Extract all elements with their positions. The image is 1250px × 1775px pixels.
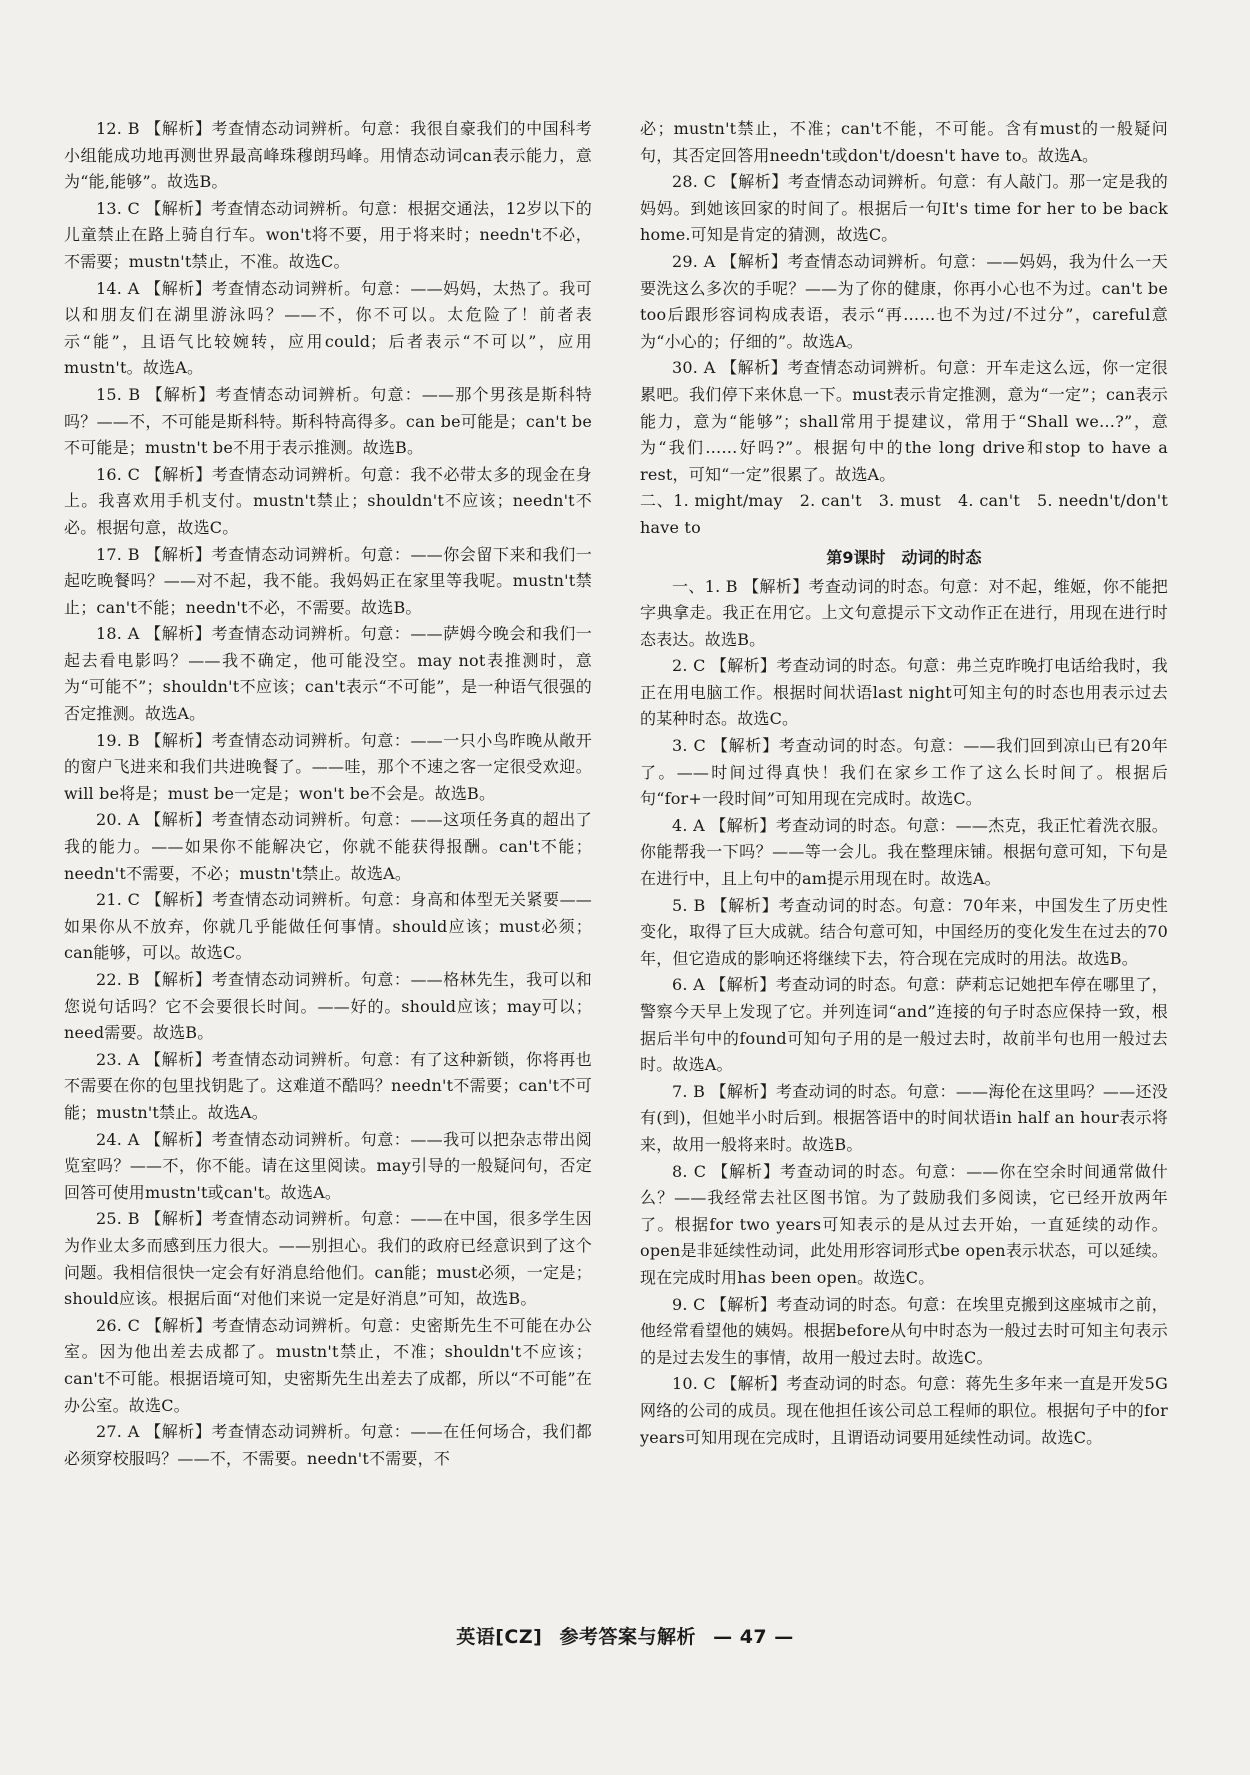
answer-paragraph: 17. B 【解析】考查情态动词辨析。句意：——你会留下来和我们一起吃晚餐吗？——对不起，我不能。我妈妈正在家里等我呢。mustn't禁止；can't不能；needn't不必，不需要。故选B。: [64, 544, 592, 617]
answer-paragraph: 30. A 【解析】考查情态动词辨析。句意：开车走这么远，你一定很累吧。我们停下来休息一下。must表示肯定推测，意为“一定”；can表示能力，意为“能够”；shall常用于提建议，常用于“Shall we…?”，意为“我们……好吗?”。根据句中的the long drive和stop to have a rest，可知“一定”很累了。故选A。: [640, 358, 1168, 484]
answer-paragraph: 20. A 【解析】考查情态动词辨析。句意：——这项任务真的超出了我的能力。——如果你不能解决它，你就不能获得报酬。can't不能；needn't不需要，不必；mustn't禁止。故选A。: [64, 810, 592, 883]
answer-paragraph: 13. C 【解析】考查情态动词辨析。句意：根据交通法，12岁以下的儿童禁止在路上骑自行车。won't将不要，用于将来时；needn't不必，不需要；mustn't禁止，不准。故选C。: [64, 198, 592, 271]
answer-paragraph: 6. A 【解析】考查动词的时态。句意：萨莉忘记她把车停在哪里了，警察今天早上发现了它。并列连词“and”连接的句子时态应保持一致，根据后半句中的found可知句子用的是一般过去时，故前半句也用一般过去时。故选A。: [640, 975, 1168, 1075]
answer-paragraph: 二、1. might/may 2. can't 3. must 4. can't 5. needn't/don't have to: [640, 491, 1168, 537]
answer-paragraph: 15. B 【解析】考查情态动词辨析。句意：——那个男孩是斯科特吗？——不，不可能是斯科特。斯科特高得多。can be可能是；can't be不可能是；mustn't be不用于表示推测。故选B。: [64, 384, 592, 458]
answer-paragraph: 28. C 【解析】考查情态动词辨析。句意：有人敲门。那一定是我的妈妈。到她该回家的时间了。根据后一句It's time for her to be back home.可知是肯定的猜测，故选C。: [640, 172, 1168, 245]
answer-paragraph: 5. B 【解析】考查动词的时态。句意：70年来，中国发生了历史性变化，取得了巨大成就。结合句意可知，中国经历的变化发生在过去的70年，但它造成的影响还将继续下去，符合现在完成时的用法。故选B。: [640, 895, 1168, 968]
answer-paragraph: 12. B 【解析】考查情态动词辨析。句意：我很自豪我们的中国科考小组能成功地再测世界最高峰珠穆朗玛峰。用情态动词can表示能力，意为“能,能够”。故选B。: [64, 119, 592, 192]
answer-paragraph: 24. A 【解析】考查情态动词辨析。句意：——我可以把杂志带出阅览室吗？——不，你不能。请在这里阅读。may引导的一般疑问句，否定回答可使用mustn't或can't。故选A。: [64, 1129, 592, 1202]
answer-paragraph: 一、1. B 【解析】考查动词的时态。句意：对不起，维姬，你不能把字典拿走。我正在用它。上文句意提示下文动作正在进行，用现在进行时态表达。故选B。: [640, 576, 1168, 649]
answer-paragraph: 25. B 【解析】考查情态动词辨析。句意：——在中国，很多学生因为作业太多而感到压力很大。——别担心。我们的政府已经意识到了这个问题。我相信很快一定会有好消息给他们。can能；must必须，一定是；should应该。根据后面“对他们来说一定是好消息”可知，故选B。: [64, 1209, 592, 1309]
answer-paragraph: 3. C 【解析】考查动词的时态。句意：——我们回到凉山已有20年了。——时间过得真快！我们在家乡工作了这么长时间了。根据后句“for+一段时间”可知用现在完成时。故选C。: [640, 736, 1168, 809]
footer-subject: 英语[CZ]: [456, 1626, 543, 1648]
section-heading: 第9课时 动词的时态: [826, 547, 982, 567]
footer-page-number: — 47 —: [713, 1626, 794, 1648]
answer-paragraph: 21. C 【解析】考查情态动词辨析。句意：身高和体型无关紧要——如果你从不放弃，你就几乎能做任何事情。should应该；must必须；can能够，可以。故选C。: [64, 890, 592, 963]
answer-paragraph: 22. B 【解析】考查情态动词辨析。句意：——格林先生，我可以和您说句话吗？它不会要很长时间。——好的。should应该；may可以；need需要。故选B。: [64, 970, 592, 1043]
answer-paragraph: 26. C 【解析】考查情态动词辨析。句意：史密斯先生不可能在办公室。因为他出差去成都了。mustn't禁止，不准；shouldn't不应该；can't不可能。根据语境可知，史密斯先生出差去了成都，所以“不可能”在办公室。故选C。: [64, 1315, 592, 1415]
answer-paragraph: 23. A 【解析】考查情态动词辨析。句意：有了这种新锁，你将再也不需要在你的包里找钥匙了。这难道不酷吗？needn't不需要；can't不可能；mustn't禁止。故选A。: [64, 1049, 592, 1122]
answer-paragraph: 18. A 【解析】考查情态动词辨析。句意：——萨姆今晚会和我们一起去看电影吗？——我不确定，他可能没空。may not表推测时，意为“可能不”；shouldn't不应该；can't表示“不可能”，是一种语气很强的否定推测。故选A。: [64, 624, 592, 724]
answer-paragraph: 2. C 【解析】考查动词的时态。句意：弗兰克昨晚打电话给我时，我正在用电脑工作。根据时间状语last night可知主句的时态也用表示过去的某种时态。故选C。: [640, 656, 1168, 729]
answer-paragraph: 29. A 【解析】考查情态动词辨析。句意：——妈妈，我为什么一天要洗这么多次的手呢？——为了你的健康，你再小心也不为过。can't be too后跟形容词构成表语，表示“再……也不为过/不过分”，careful意为“小心的；仔细的”。故选A。: [640, 251, 1168, 351]
answer-paragraph: 4. A 【解析】考查动词的时态。句意：——杰克，我正忙着洗衣服。你能帮我一下吗？——等一会儿。我在整理床铺。根据句意可知，下句是在进行中，且上句中的am提示用现在时。故选A。: [640, 815, 1168, 889]
answer-paragraph: 19. B 【解析】考查情态动词辨析。句意：——一只小鸟昨晚从敞开的窗户飞进来和我们共进晚餐了。——哇，那个不速之客一定很受欢迎。will be将是；must be一定是；won't be不会是。故选B。: [64, 730, 592, 803]
footer-title: 参考答案与解析: [559, 1626, 696, 1648]
answer-paragraph: 9. C 【解析】考查动词的时态。句意：在埃里克搬到这座城市之前，他经常看望他的姨妈。根据before从句中时态为一般过去时可知主句表示的是过去发生的事情，故用一般过去时。故选C。: [640, 1294, 1168, 1367]
answer-paragraph: 必；mustn't禁止，不准；can't不能，不可能。含有must的一般疑问句，其否定回答用needn't或don't/doesn't have to。故选A。: [640, 119, 1168, 165]
page-footer: [0, 1622, 1250, 1649]
answer-paragraph: 7. B 【解析】考查动词的时态。句意：——海伦在这里吗？——还没有(到)，但她半小时后到。根据答语中的时间状语in half an hour表示将来，故用一般将来时。故选B。: [640, 1081, 1168, 1154]
answer-paragraph: 14. A 【解析】考查情态动词辨析。句意：——妈妈，太热了。我可以和朋友们在湖里游泳吗？——不，你不可以。太危险了！前者表示“能”，且语气比较婉转，应用could；后者表示“不可以”，应用mustn't。故选A。: [64, 278, 592, 378]
answer-paragraph: 16. C 【解析】考查情态动词辨析。句意：我不必带太多的现金在身上。我喜欢用手机支付。mustn't禁止；shouldn't不应该；needn't不必。根据句意，故选C。: [64, 464, 592, 537]
right-column: [640, 116, 1168, 1451]
answer-paragraph: 10. C 【解析】考查动词的时态。句意：蒋先生多年来一直是开发5G网络的公司的成员。现在他担任该公司总工程师的职位。根据句子中的for years可知用现在完成时，且谓语动词要用延续性动词。故选C。: [640, 1374, 1168, 1447]
left-column: [64, 116, 592, 1472]
answer-paragraph: 8. C 【解析】考查动词的时态。句意：——你在空余时间通常做什么？——我经常去社区图书馆。为了鼓励我们多阅读，它已经开放两年了。根据for two years可知表示的是从过去开始，一直延续的动作。open是非延续性动词，此处用形容词形式be open表示状态，可以延续。现在完成时用has been open。故选C。: [640, 1161, 1168, 1287]
answer-paragraph: 27. A 【解析】考查情态动词辨析。句意：——在任何场合，我们都必须穿校服吗？——不，不需要。needn't不需要，不: [64, 1422, 592, 1468]
